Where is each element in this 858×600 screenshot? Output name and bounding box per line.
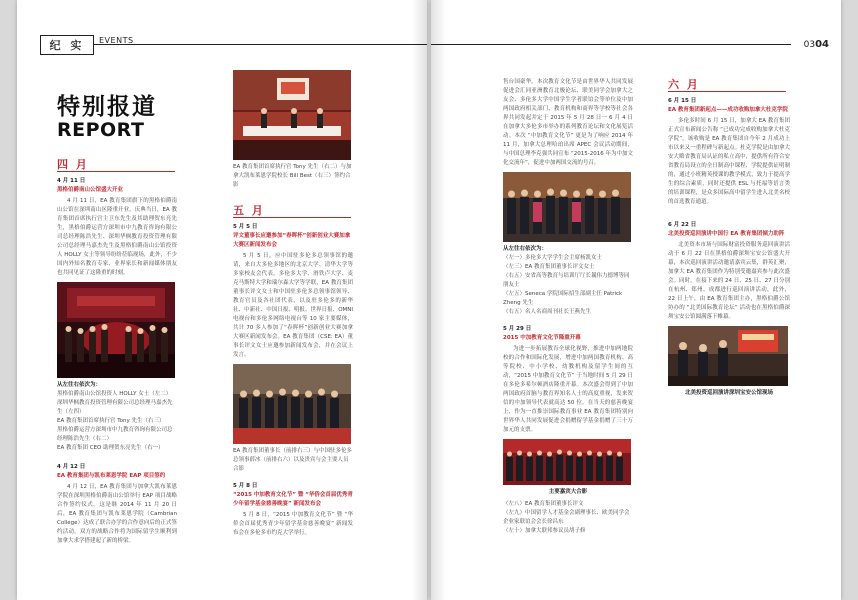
- caption-line: EA 教育集团首席执行官 Tony 先生（右三）: [57, 418, 165, 424]
- caption-line: （左八）EA 教育集团董事长评文: [503, 501, 584, 507]
- month-rule: [233, 217, 351, 218]
- event-body: 北美资本市场与国际财富投资服务巡回演讲活动于 6 月 22 日在黑格伯爵深圳宝安公馆盛大开幕，本次巡回演讲活动邀请嘉宾云集，群英汇聚，加拿大 EA 教育集团作为特别受邀嘉宾参与此次盛会。同时，在接下来的 24 日、25 日、27 日分别在杭州、郑州、成都进行巡回演讲活动，此外，22 日上午，由 EA 教育集团主办，黑格伯爵公馆协办的 “北美国际教育论坛” 活动也在黑格伯爵深圳宝安公馆圆满落下帷幕。: [668, 242, 790, 320]
- event-headline: 2015 中加教育文化节隆重开幕: [503, 335, 581, 341]
- page-gutter: [431, 0, 446, 600]
- event-body: 为进一步拓展教育全球化视野，推进中加两地院校的合作和国际化发展，增进中加两国教育机构、高等院校、中小学校、幼教机构及留学生间的互动，“2015 中加教育文化节” 于当地时间 5 月 29 日在多伦多希尔顿酒店隆重开幕。本次盛会得到了中加两国政府首脑与教育界知名人士的高度重视，发来贺信的中加领导代表就高达 50 位。在当天的慈善晚宴上，作为一直推崇国际教育事业 EA 教育集团特别向世界华人共同发展促进会捐赠留学基金捐赠了三十万加元的支票。: [503, 346, 633, 433]
- event-headline: “2015 中加教育文化节” 暨 “华侨会首届优秀青少年留学基金慈善晚宴” 新闻发布会: [233, 492, 353, 507]
- caption-line: 深圳华枫教育投资管理有限公司总经理马嘉杰先生（左四）: [57, 400, 173, 415]
- column-june: [668, 80, 790, 401]
- page-number-right: 04: [815, 39, 829, 50]
- caption-line: EA 教育集团 CEO 助理贺东亮先生（右一）: [57, 445, 164, 451]
- event-body: 5 月 8 日，“2015 中加教育文化节” 暨 “华侨会首届优秀青少年留学基金慈善晚宴” 新闻发布会在多伦多市约克大学举行。: [233, 512, 353, 536]
- photo-caption: 主要嘉宾大合影: [548, 489, 588, 495]
- month-rule: [57, 171, 175, 172]
- header-rule: [431, 44, 791, 45]
- caption-line: 黑格伯爵运营方深圳市中九教育咨询有限公司总经理陈浩先生（右二）: [57, 427, 173, 442]
- page-number-left: 03: [803, 40, 816, 50]
- page-title-en: REPORT: [57, 119, 145, 141]
- event-date: 5 月 8 日: [233, 483, 258, 489]
- caption-line: 黑格伯爵南山公馆投资人 HOLLY 女士（左二）: [57, 391, 172, 397]
- event-photo-lecture: [668, 326, 788, 386]
- event-photo-press: [233, 364, 351, 444]
- event-body: 售台国豪华。本次教育文化节是由世界华人共同发展促进会汇同亚洲教育北极论坛、联美同学会加拿大之友会、多伦多大学中国学生学者联谊会等单位及中加两国政府相关部门、教育机构和商界等学校等社会各界共同发起并定于 2015 年 5 月 28 日一 6 月 4 日在加拿大多伦多市举办的系列教育论坛和文化展览活动。本次 “中加教育文化节” 更是为了响应 2014 年 11 月，加拿大总理哈珀出席 APEC 会议活动期间，与中国总理李克强共同宣布 “2015-2016 年为中加文化交流年”，促进中加两国交流的号召。: [503, 79, 633, 166]
- event-photo-signing: [233, 70, 351, 160]
- event-date: 4 月 12 日: [57, 464, 86, 470]
- caption-line: （左一）多伦多大学学生会主席杨凯女士: [503, 255, 603, 261]
- caption-line: （左五）Seneca 学院国际招生部副主任 Patrick Zheng 先生: [503, 291, 623, 306]
- event-photo-gala: [57, 282, 175, 378]
- event-headline: 北美投资巡回演讲中国行 EA 教育集团倾力助阵: [668, 231, 785, 237]
- event-headline: 评文董事长应邀参加“春晖杯”创新创业大赛加拿大赛区新闻发布会: [233, 233, 351, 248]
- event-headline: 黑格伯爵南山公馆盛大开业: [57, 187, 124, 193]
- photo-caption: 北美投资巡回演讲深圳宝安公馆现场: [684, 390, 773, 396]
- caption-heading: 从左往右依次为：: [57, 382, 102, 388]
- event-date: 6 月 22 日: [668, 222, 697, 228]
- caption-line: （左三）EA 教育集团董事长评文女士: [503, 264, 595, 270]
- month-heading: 四 月: [57, 158, 89, 171]
- photo-caption: EA 教育集团首席执行官 Tony 先生（右二）与加拿大凯布莱恩学院校长 Bill Best（右三）签约合影: [233, 164, 352, 188]
- caption-line: （右五）安省高等教育与培训厅厅长曩伟力德博等同朋友士: [503, 273, 630, 288]
- event-headline: EA 教育集团新起点——成功收购加拿大杜克学院: [668, 107, 788, 113]
- caption-line: （右五）名人名商周刊社长王燕先生: [503, 309, 592, 315]
- column-april: [57, 160, 177, 550]
- page-gutter: [412, 0, 427, 600]
- page-title-cn: 特别报道: [57, 94, 157, 120]
- section-label: 纪 实: [40, 35, 94, 55]
- month-heading: 五 月: [233, 204, 265, 217]
- caption-line: （左十）加拿大联邦参议员胡子修: [503, 528, 586, 534]
- event-body: 多伦多时间 6 月 15 日，加拿大 EA 教育集团正式宣布新闻公告称 “已成功完成收购加拿大杜克学院”，该收购是 EA 教育集团自今年 2 月成功上市以来又一重程碑与新起点。杜克学院是由加拿大安大略省教育局认证的私立高中，提供所有符合安省教育局设立的全日制高中课程、学院提供证明制的，通过小班精英授课的教学模式，致力于提高学生的综合素质，同时还提供 ESL 与托福等语言类的培训课程，是众多国际高中留学生进入北美名校的首选教育通道。: [668, 118, 790, 205]
- event-photo-guests: [503, 172, 631, 242]
- event-date: 5 月 29 日: [503, 326, 532, 332]
- event-photo-group: [503, 439, 631, 485]
- column-may: [233, 70, 353, 542]
- right-page: [431, 0, 841, 600]
- month-heading: 六 月: [668, 78, 700, 91]
- left-page: [17, 0, 427, 600]
- event-body: 4 月 12 日，EA 教育集团与加拿大凯布莱恩学院在深圳黑格伯爵南山公馆举行 EAP 项目战略合作签约仪式。这是继 2014 年 11 月 20 日后，EA 教育集团与凯布莱恩学院（Cambrian College）达成了联合办学的合作意向后的正式签约活动，双方的战略合作将为国际留学生顺利到加拿大求学搭建起了新的桥梁。: [57, 484, 177, 544]
- caption-line: （左九）中国留学人才基金会副理事长、欧美同学会企业家联谊会会长徐昌东: [503, 510, 630, 525]
- event-date: 5 月 5 日: [233, 224, 258, 230]
- event-date: 4 月 11 日: [57, 178, 86, 184]
- photo-caption: EA 教育集团董事长（前排右三）与中国驻多伦多总领事薛冰（前排右六）以及贵宾与会主要人员合影: [233, 448, 352, 472]
- caption-heading: 从左往右依次为：: [503, 246, 548, 252]
- event-body: 5 月 5 日，应中国驻多伦多总领事馆的邀请，来自大多伦多地区的北京大学、清华大学等多家校友会代表，多伦多大学、滑铁卢大学、麦克马斯特大学和瑞尔森大学等学联，EA 教育集团董事长评文女士和中国驻多伦多总领事馆领导、教育官员及各社团代表，以及驻多伦多的新华社、中新社、中国日报、明报、世界日报、OMNI 电视台和多伦多网络电视台等 10 家主要媒体，共计 70 多人参加了“春晖杯”创新创业大赛加拿大赛区新闻发布会。EA 教育集团（CSE: EA）董事长评文女士应邀参加新闻发布会，并在会议上发言。: [233, 253, 353, 358]
- event-body: 4 月 11 日，EA 教育集团旗下的黑格伯爵南山公馆在深圳南山区隆重开业。庆典当日，EA 教育集团首席执行官主卫东先生及其助理贺东亮先生，黑格伯爵运营方深圳市中九教育咨询有限公司总经理陈浩先生、深圳华枫教育投资管理有限公司总经理马嘉杰先生及黑格伯爵南山公馆投资人 HOLLY 女士等领导纷纷莅临现场，此外，不少国内外知名教育专家、业界家长和新闻媒体朋友也共同见证了这隆重的时刻。: [57, 198, 177, 276]
- event-date: 6 月 15 日: [668, 98, 697, 104]
- column-may-cont: [503, 78, 633, 536]
- event-headline: EA 教育集团与凯布莱恩学院 EAP 项目签约: [57, 473, 166, 479]
- month-rule: [668, 91, 786, 92]
- page-number: [804, 39, 829, 50]
- section-label-en: EVENTS: [99, 36, 134, 45]
